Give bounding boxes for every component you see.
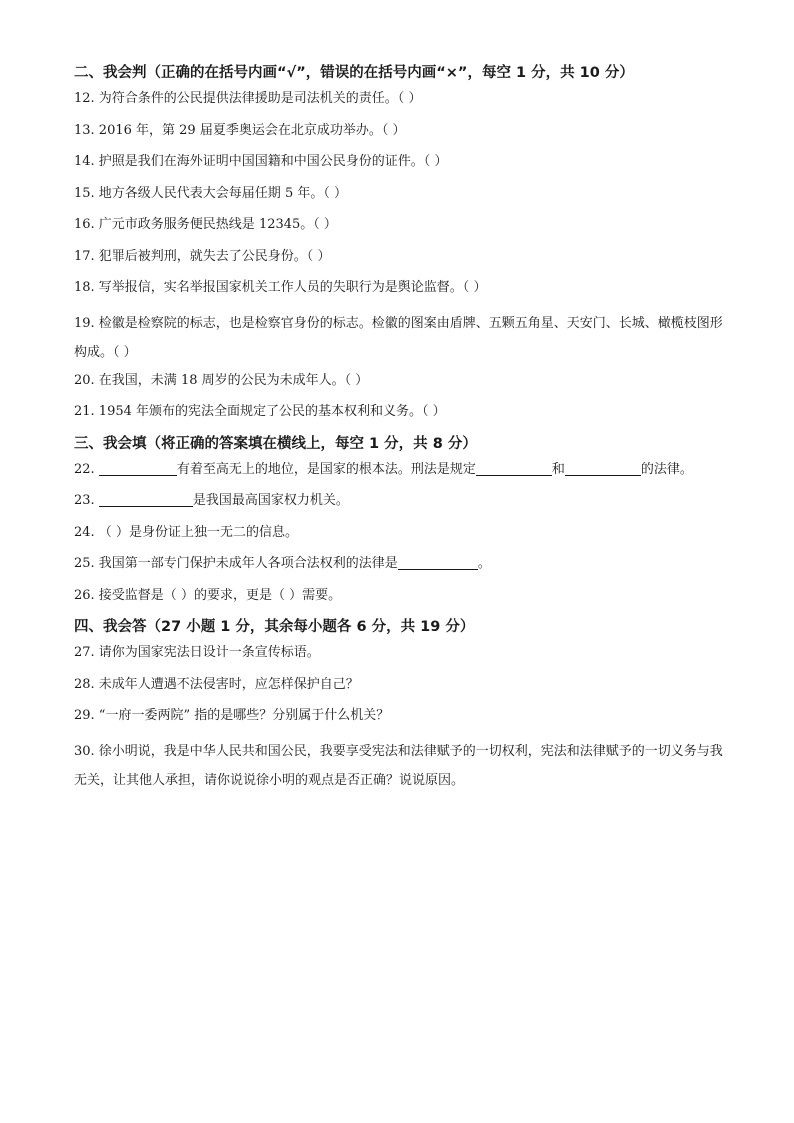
answer-blank[interactable] — [99, 460, 177, 476]
question-25-text: 25. 我国第一部专门保护未成年人各项合法权利的法律是 — [74, 556, 398, 571]
section-4-title: 四、我会答（27 小题 1 分，其余每小题各 6 分，共 19 分） — [74, 619, 475, 635]
question-23-text: 是我国最高国家权力机关。 — [192, 493, 349, 508]
question-23 — [74, 490, 734, 512]
question-19: 19. 检徽是检察院的标志，也是检察官身份的标志。检徽的图案由盾牌、五颗五角星、天安门、长城、橄榄枝图形构成。（ ） — [74, 315, 723, 360]
section-3-title: 三、我会填（将正确的答案填在横线上，每空 1 分，共 8 分） — [74, 435, 477, 452]
question-27: 27. 请你为国家宪法日设计一条宣传标语。 — [74, 645, 320, 660]
answer-blank[interactable] — [476, 460, 552, 476]
answer-blank[interactable] — [398, 554, 478, 570]
question-23-number: 23. — [74, 493, 95, 508]
question-22-number: 22. — [74, 461, 95, 477]
question-22 — [74, 459, 734, 481]
question-13: 13. 2016 年，第 29 届夏季奥运会在北京成功举办。（ ） — [74, 122, 406, 138]
exam-page — [74, 60, 734, 798]
question-22-text: 和 — [551, 461, 565, 477]
question-26: 26. 接受监督是（ ）的要求，更是（ ）需要。 — [74, 587, 342, 603]
question-25-end: 。 — [477, 556, 491, 571]
question-18: 18. 写举报信，实名举报国家机关工作人员的失职行为是舆论监督。（ ） — [74, 280, 487, 295]
question-12: 12. 为符合条件的公民提供法律援助是司法机关的责任。（ ） — [74, 91, 422, 106]
question-22-text: 的法律。 — [640, 461, 693, 477]
question-25 — [74, 553, 734, 575]
question-15: 15. 地方各级人民代表大会每届任期 5 年。（ ） — [74, 185, 347, 201]
question-24: 24. （ ）是身份证上独一无二的信息。 — [74, 524, 298, 540]
question-21: 21. 1954 年颁布的宪法全面规定了公民的基本权利和义务。（ ） — [74, 404, 446, 419]
answer-blank[interactable] — [99, 491, 193, 507]
question-14: 14. 护照是我们在海外证明中国国籍和中国公民身份的证件。（ ） — [74, 154, 448, 169]
question-22-text: 有着至高无上的地位，是国家的根本法。刑法是规定 — [176, 461, 476, 477]
answer-blank[interactable] — [565, 460, 641, 476]
section-2-title: 二、我会判（正确的在括号内画“√”，错误的在括号内画“×”，每空 1 分，共 10 分） — [74, 65, 634, 81]
question-28: 28. 未成年人遭遇不法侵害时，应怎样保护自己？ — [74, 676, 359, 692]
question-17: 17. 犯罪后被判刑，就失去了公民身份。（ ） — [74, 248, 331, 264]
question-16: 16. 广元市政务服务便民热线是 12345。（ ） — [74, 217, 337, 232]
question-20: 20. 在我国，未满 18 周岁的公民为未成年人。（ ） — [74, 372, 369, 388]
question-30: 30. 徐小明说，我是中华人民共和国公民，我要享受宪法和法律赋予的一切权利，宪法和法律赋予的一切义务与我无关，让其他人承担，请你说说徐小明的观点是否正确？说说原因。 — [74, 743, 723, 788]
question-29: 29. “一府一委两院” 指的是哪些？分别属于什么机关？ — [74, 708, 390, 723]
